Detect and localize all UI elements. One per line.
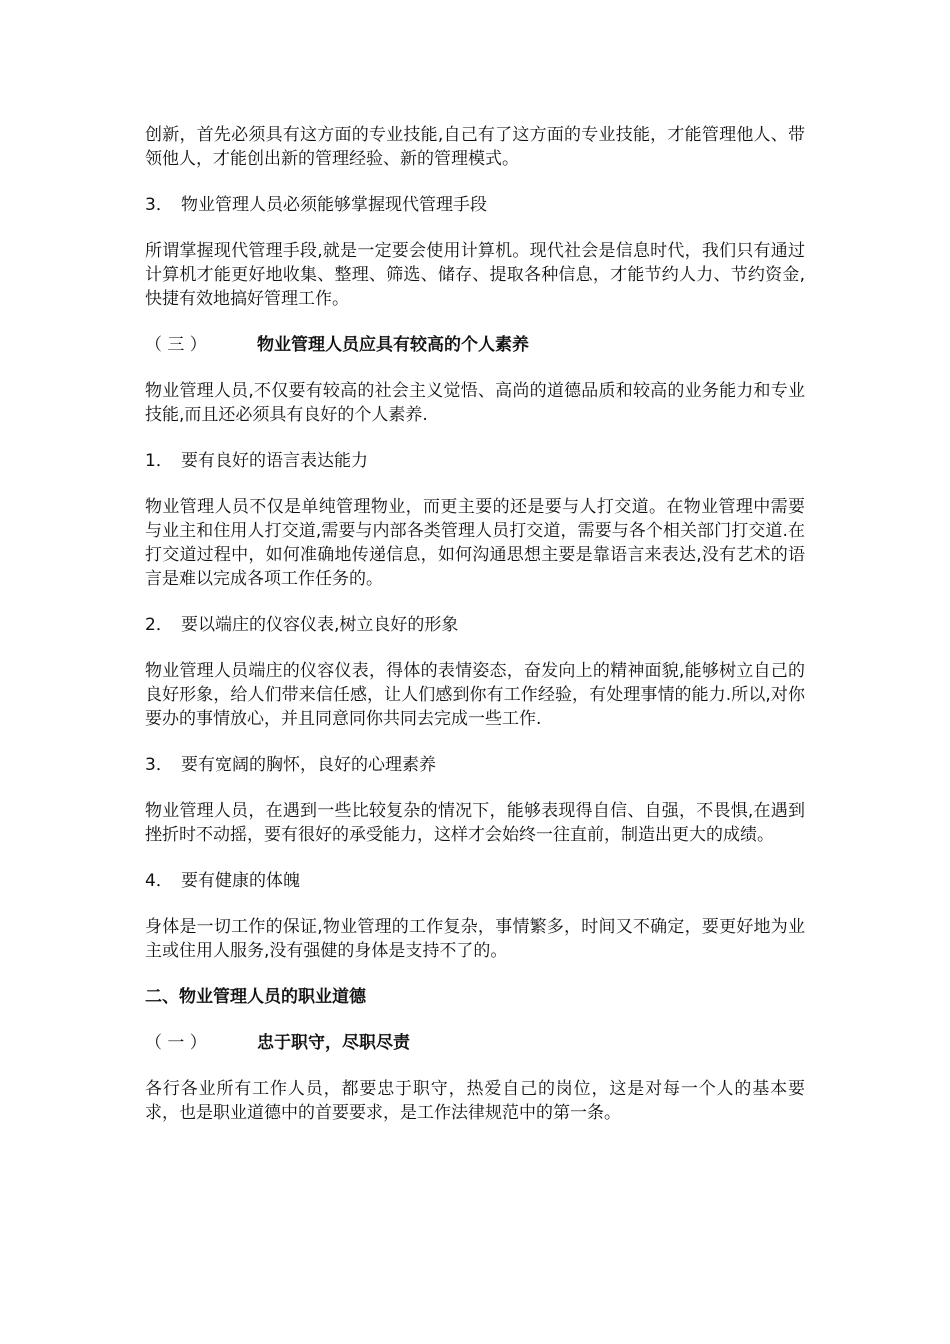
paragraph: 物业管理人员,不仅要有较高的社会主义觉悟、高尚的道德品质和较高的业务能力和专业技能,而且还必须具有良好的个人素养.	[145, 381, 805, 425]
item-number: 4．	[145, 871, 173, 891]
paragraph: 所谓掌握现代管理手段,就是一定要会使用计算机。现代社会是信息时代，我们只有通过计算机才能更好地收集、整理、筛选、储存、提取各种信息，才能节约人力、节约资金,快捷有效地搞好管理工作。	[145, 241, 805, 309]
section-heading	[145, 1031, 805, 1055]
item-text: 要有良好的语言表达能力	[181, 451, 368, 471]
item-text: 物业管理人员必须能够掌握现代管理手段	[181, 195, 487, 215]
paragraph: 物业管理人员端庄的仪容仪表，得体的表情姿态，奋发向上的精神面貌,能够树立自己的良好形象，给人们带来信任感，让人们感到你有工作经验，有处理事情的能力.所以,对你要办的事情放心，并且同意同你共同去完成一些工作.	[145, 661, 805, 729]
section-number: （ 三 ）	[145, 335, 207, 355]
item-number: 2．	[145, 615, 173, 635]
paragraph: 创新，首先必须具有这方面的专业技能,自己有了这方面的专业技能，才能管理他人、带领他人，才能创出新的管理经验、新的管理模式。	[145, 125, 805, 169]
paragraph: 物业管理人员不仅是单纯管理物业，而更主要的还是要与人打交道。在物业管理中需要与业主和住用人打交道,需要与内部各类管理人员打交道，需要与各个相关部门打交道.在打交道过程中，如何准确地传递信息，如何沟通思想主要是靠语言来表达,没有艺术的语言是难以完成各项工作任务的。	[145, 497, 805, 589]
item-text: 要有健康的体魄	[181, 871, 300, 891]
list-item	[145, 449, 805, 473]
document-page	[145, 123, 805, 1147]
item-number: 1．	[145, 451, 173, 471]
item-text: 要有宽阔的胸怀，良好的心理素养	[181, 755, 436, 775]
list-item	[145, 753, 805, 777]
list-item	[145, 869, 805, 893]
list-item	[145, 193, 805, 217]
item-number: 3．	[145, 195, 173, 215]
item-text: 要以端庄的仪容仪表,树立良好的形象	[181, 615, 459, 635]
paragraph: 物业管理人员，在遇到一些比较复杂的情况下，能够表现得自信、自强，不畏惧,在遇到挫折时不动摇，要有很好的承受能力，这样才会始终一往直前，制造出更大的成绩。	[145, 801, 805, 845]
paragraph: 身体是一切工作的保证,物业管理的工作复杂，事情繁多，时间又不确定，要更好地为业主或住用人服务,没有强健的身体是支持不了的。	[145, 917, 805, 961]
item-number: 3．	[145, 755, 173, 775]
section-title: 忠于职守，尽职尽责	[257, 1033, 410, 1053]
paragraph: 各行各业所有工作人员，都要忠于职守，热爱自己的岗位，这是对每一个人的基本要求，也是职业道德中的首要要求，是工作法律规范中的第一条。	[145, 1079, 805, 1123]
section-number: （ 一 ）	[145, 1033, 207, 1053]
section-heading	[145, 333, 805, 357]
section-title: 物业管理人员应具有较高的个人素养	[257, 335, 529, 355]
list-item	[145, 613, 805, 637]
chapter-heading: 二、物业管理人员的职业道德	[145, 987, 366, 1007]
